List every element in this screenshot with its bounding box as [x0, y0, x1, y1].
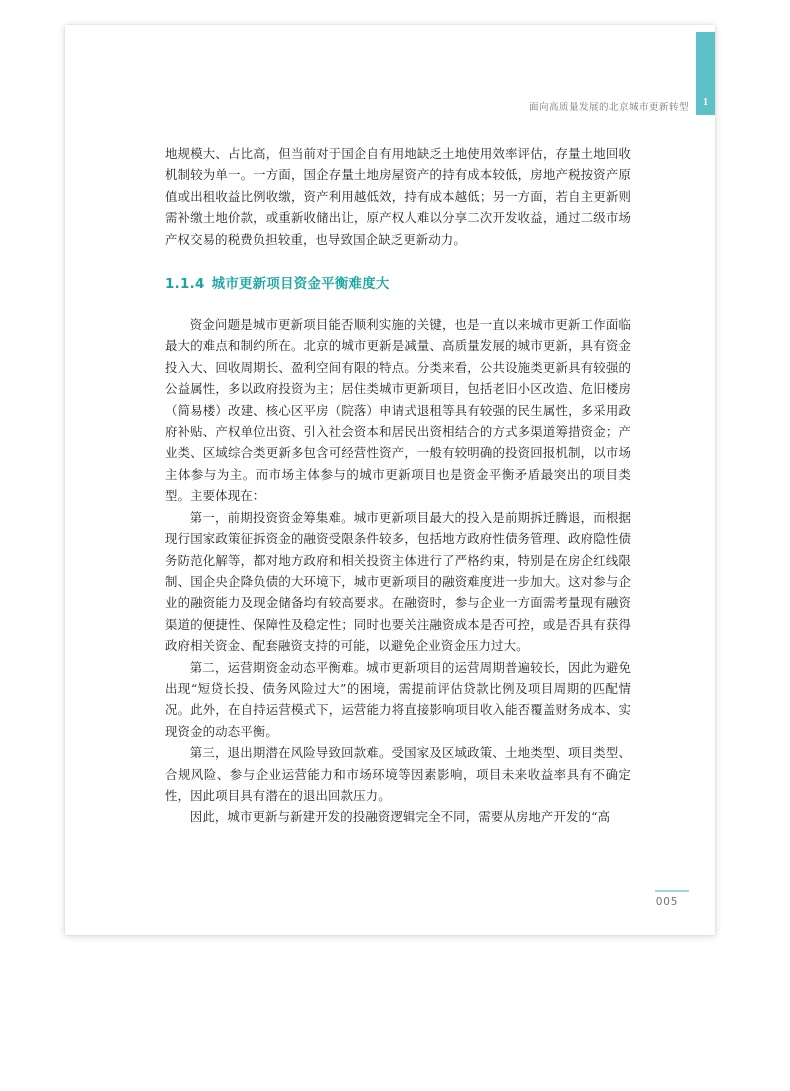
text-column [165, 143, 631, 828]
folio-rule [655, 890, 689, 892]
paragraph-2: 第一，前期投资资金筹集难。城市更新项目最大的投入是前期拆迁腾退，而根据现行国家政策征拆资金的融资受限条件较多，包括地方政府性债务管理、政府隐性债务防范化解等，都对地方政府和相关投资主体进行了严格约束，特别是在房企红线限制、国企央企降负债的大环境下，城市更新项目的融资难度进一步加大。这对参与企业的融资能力及现金储备均有较高要求。在融资时，参与企业一方面需考量现有融资渠道的便捷性、保障性及稳定性；同时也要关注融资成本是否可控，或是否具有获得政府相关资金、配套融资支持的可能，以避免企业资金压力过大。 [165, 509, 631, 654]
document-page [65, 25, 715, 935]
section-heading-number: 1.1.4 [165, 277, 205, 293]
paragraph-continued: 地规模大、占比高，但当前对于国企自有用地缺乏土地使用效率评估，存量土地回收机制较为单一。一方面，国企存量土地房屋资产的持有成本较低，房地产税按资产原值或出租收益比例收缴，资产利用越低效，持有成本越低；另一方面，若自主更新则需补缴土地价款，或重新收储出让，原产权人难以分享二次开发收益，通过二级市场产权交易的税费负担较重，也导致国企缺乏更新动力。 [165, 146, 631, 247]
section-heading-title: 城市更新项目资金平衡难度大 [211, 277, 390, 293]
folio [645, 890, 689, 908]
section-heading-block [165, 250, 631, 314]
paragraph-3: 第二，运营期资金动态平衡难。城市更新项目的运营周期普遍较长，因此为避免出现“短贷长投、债务风险过大”的困境，需提前评估贷款比例及项目周期的匹配情况。此外，在自持运营模式下，运营能力将直接影响项目收入能否覆盖财务成本、实现资金的动态平衡。 [165, 659, 631, 739]
paragraph-4: 第三，退出期潜在风险导致回款难。受国家及区域政策、土地类型、项目类型、合规风险、参与企业运营能力和市场环境等因素影响，项目未来收益率具有不确定性，因此项目具有潜在的退出回款压力。 [165, 745, 631, 803]
chapter-tab [696, 32, 715, 115]
folio-number: 005 [655, 896, 679, 908]
section-heading [165, 274, 631, 295]
paragraph-5: 因此，城市更新与新建开发的投融资逻辑完全不同，需要从房地产开发的“高 [189, 809, 611, 825]
paragraph-1: 资金问题是城市更新项目能否顺利实施的关键，也是一直以来城市更新工作面临最大的难点和制约所在。北京的城市更新是减量、高质量发展的城市更新，具有资金投入大、回收周期长、盈利空间有限的特点。分类来看，公共设施类更新具有较强的公益属性，多以政府投资为主；居住类城市更新项目，包括老旧小区改造、危旧楼房（简易楼）改建、核心区平房（院落）申请式退租等具有较强的民生属性，多采用政府补贴、产权单位出资、引入社会资本和居民出资相结合的方式多渠道筹措资金；产业类、区域综合类更新多包含可经营性资产，一般有较明确的投资回报机制，以市场主体参与为主。而市场主体参与的城市更新项目也是资金平衡矛盾最突出的项目类型。主要体现在： [165, 317, 631, 504]
running-head: 面向高质量发展的北京城市更新转型 [528, 102, 689, 113]
chapter-number: 1 [703, 97, 708, 108]
